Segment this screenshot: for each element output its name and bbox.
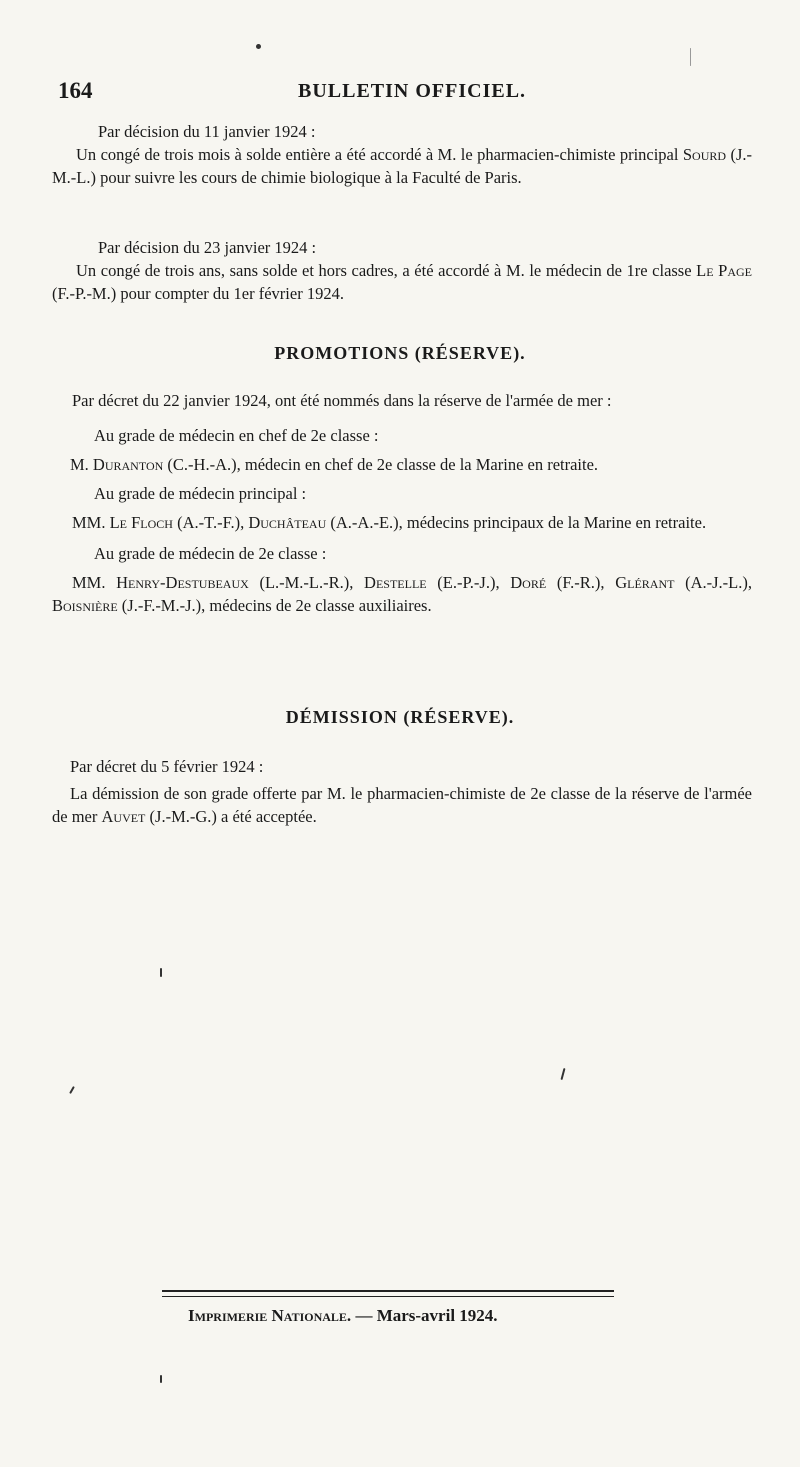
decision-text-part: (J.-M.-L.) pour suivre les cours de chimie biologique à la Faculté de Paris. bbox=[52, 145, 752, 187]
appointment-entry bbox=[52, 453, 752, 476]
ink-speck bbox=[690, 48, 691, 66]
entry-text-part: (E.-P.-J.), bbox=[426, 573, 511, 592]
page-header bbox=[58, 78, 758, 110]
entry-text-part: (F.-R.), bbox=[546, 573, 616, 592]
person-name: Boisnière bbox=[52, 596, 118, 615]
person-name: Destelle bbox=[364, 573, 427, 592]
entry-text-part: (A.-J.-L.), bbox=[674, 573, 752, 592]
block-demission bbox=[52, 755, 752, 828]
decision-intro: Par décision du 11 janvier 1924 : bbox=[98, 122, 316, 141]
decree-text: Par décret du 5 février 1924 : bbox=[70, 757, 264, 776]
block-decision-2 bbox=[52, 236, 752, 305]
decision-text bbox=[52, 259, 752, 305]
ink-speck bbox=[160, 1375, 162, 1383]
person-name: Duranton bbox=[92, 455, 164, 474]
entry-text-part: (A.-A.-E.), médecins principaux de la Marine en retraite. bbox=[326, 513, 707, 532]
ink-speck bbox=[256, 44, 261, 49]
demission-text-part: La démission de son grade offerte par M. le pharmacien-chimiste de 2e classe de la réserve de l'armée de mer bbox=[52, 784, 752, 826]
decision-text bbox=[52, 143, 752, 189]
ink-speck bbox=[560, 1068, 565, 1080]
person-name: Le Floch bbox=[109, 513, 173, 532]
section-title-promotions: PROMOTIONS (RÉSERVE). bbox=[274, 343, 526, 363]
decision-intro: Par décision du 23 janvier 1924 : bbox=[98, 238, 317, 257]
person-name: Doré bbox=[510, 573, 547, 592]
entry-text-part: M. bbox=[70, 455, 93, 474]
ink-speck bbox=[160, 968, 162, 977]
grade-heading: Au grade de médecin en chef de 2e classe : bbox=[94, 426, 379, 445]
person-name: Le Page bbox=[696, 261, 753, 280]
person-name: Sourd bbox=[682, 145, 727, 164]
footer-rule bbox=[162, 1296, 614, 1297]
person-name: Duchâteau bbox=[248, 513, 327, 532]
section-title-demission: DÉMISSION (RÉSERVE). bbox=[285, 707, 515, 727]
imprint-line bbox=[188, 1306, 498, 1326]
print-date: Mars-avril 1924. bbox=[376, 1306, 498, 1325]
decision-text-part: (F.-P.-M.) pour compter du 1er février 1924. bbox=[52, 284, 344, 303]
grade-heading: Au grade de médecin principal : bbox=[94, 484, 307, 503]
demission-text-part: (J.-M.-G.) a été acceptée. bbox=[145, 807, 317, 826]
entry-text-part: (A.-T.-F.), bbox=[172, 513, 249, 532]
entry-text-part: (L.-M.-L.-R.), bbox=[248, 573, 365, 592]
block-promotions bbox=[52, 389, 752, 617]
entry-text-part: (C.-H.-A.), médecin en chef de 2e classe de la Marine en retraite. bbox=[163, 455, 599, 474]
footer-rule bbox=[162, 1290, 614, 1292]
grade-heading: Au grade de médecin de 2e classe : bbox=[94, 544, 327, 563]
decision-text-part: Un congé de trois mois à solde entière a été accordé à M. le pharmacien-chimiste principal bbox=[76, 145, 683, 164]
page-number: 164 bbox=[58, 78, 93, 103]
imprint-separator: — bbox=[351, 1306, 377, 1325]
entry-text-part: MM. bbox=[72, 513, 110, 532]
decree-text: Par décret du 22 janvier 1924, ont été nommés dans la réserve de l'armée de mer : bbox=[72, 391, 612, 410]
printer-name: Imprimerie Nationale. bbox=[188, 1306, 352, 1325]
demission-text bbox=[52, 782, 752, 828]
person-name: Henry-Destubeaux bbox=[116, 573, 249, 592]
block-decision-1 bbox=[52, 120, 752, 189]
entry-text-part: (J.-F.-M.-J.), médecins de 2e classe auxiliaires. bbox=[117, 596, 432, 615]
running-title: BULLETIN OFFICIEL. bbox=[298, 80, 527, 102]
entry-text-part: MM. bbox=[72, 573, 117, 592]
appointment-entry bbox=[52, 511, 752, 534]
person-name: Auvet bbox=[101, 807, 146, 826]
person-name: Glérant bbox=[615, 573, 675, 592]
appointment-entry bbox=[52, 571, 752, 617]
decision-text-part: Un congé de trois ans, sans solde et hors cadres, a été accordé à M. le médecin de 1re classe bbox=[76, 261, 697, 280]
ink-speck bbox=[69, 1086, 75, 1094]
